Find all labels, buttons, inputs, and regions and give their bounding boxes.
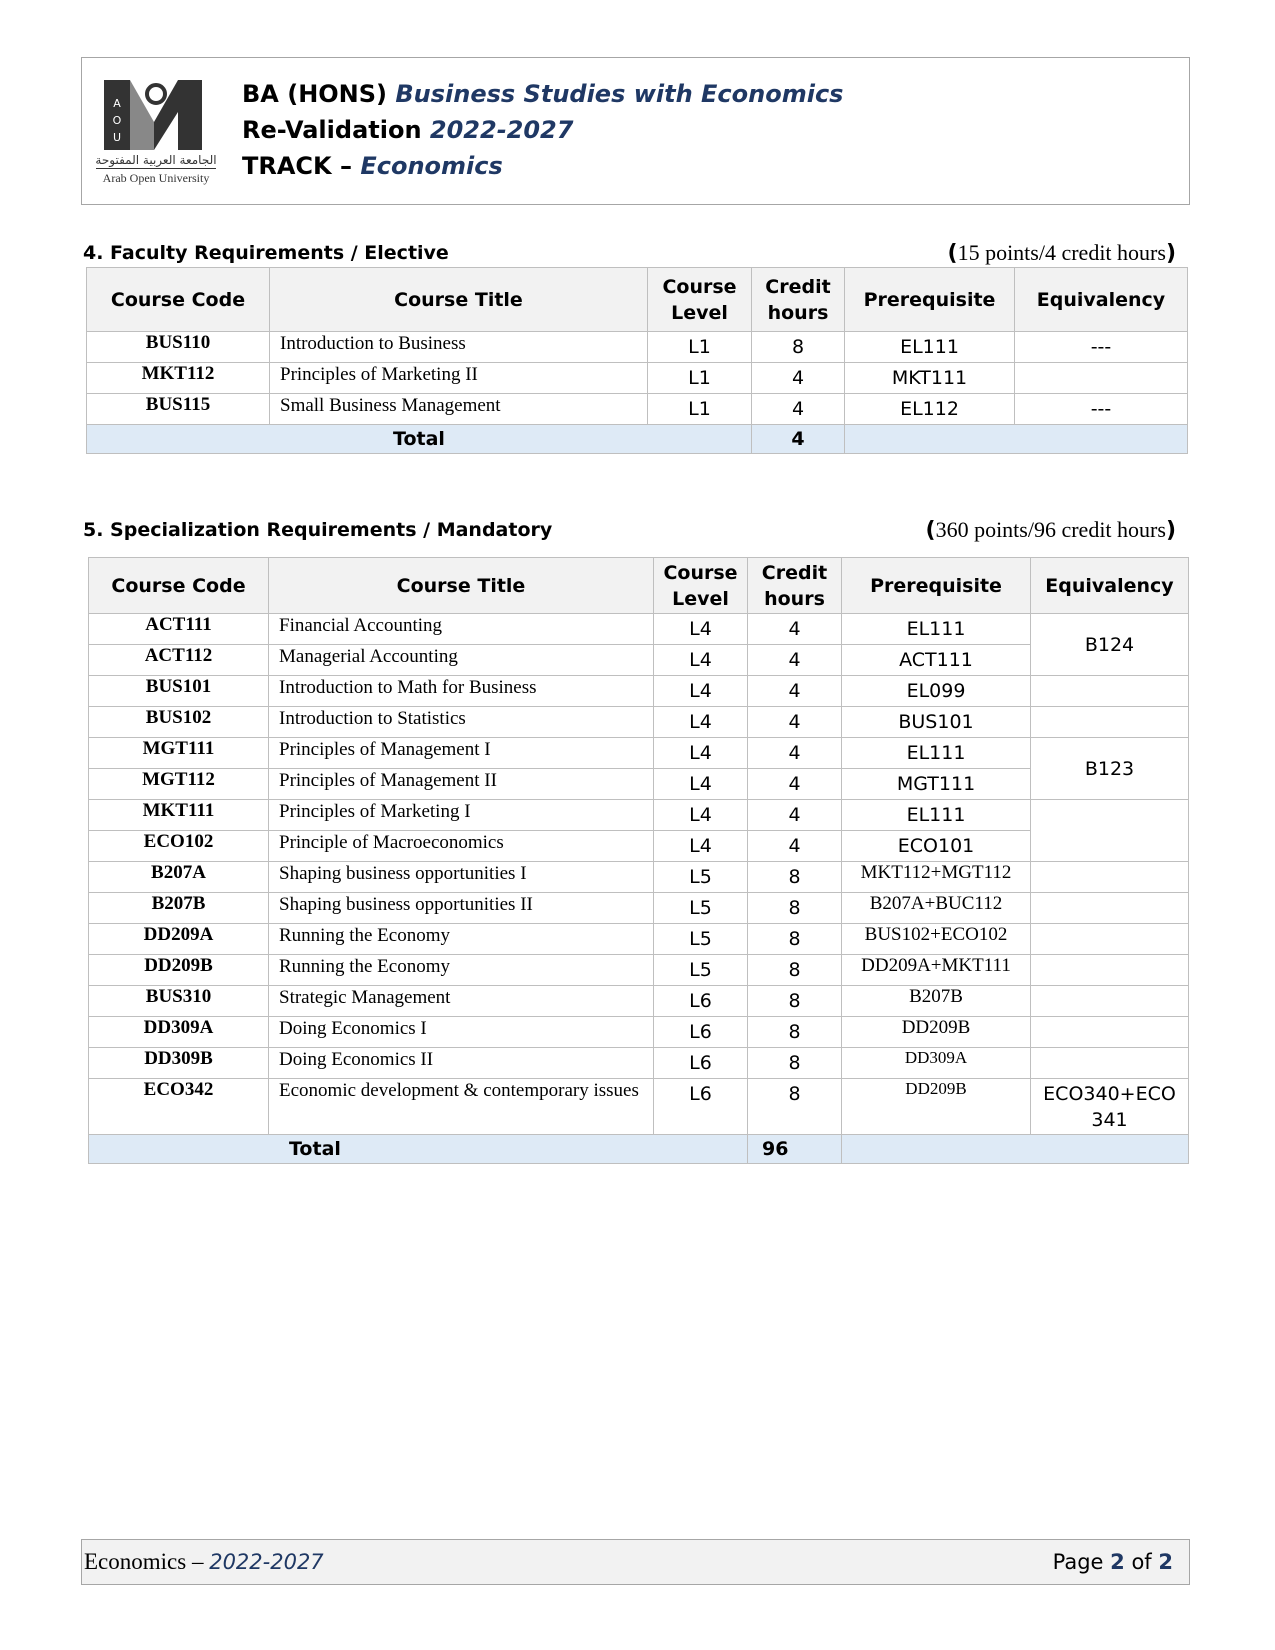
- table-cell: 8: [748, 1017, 842, 1048]
- table-row: [89, 831, 1189, 862]
- svg-text:U: U: [112, 131, 122, 144]
- section4-table: [86, 267, 1188, 454]
- column-header: Course Code: [89, 558, 269, 614]
- table-row: [89, 769, 1189, 800]
- table-cell: [1031, 986, 1189, 1017]
- table-row: [89, 1017, 1189, 1048]
- table-cell: [1031, 924, 1189, 955]
- table-cell: L4: [654, 645, 748, 676]
- column-header: Equivalency: [1031, 558, 1189, 614]
- table-cell: [1031, 1048, 1189, 1079]
- table-cell: Financial Accounting: [269, 614, 654, 645]
- table-cell: 8: [748, 1079, 842, 1135]
- table-cell: ---: [1015, 394, 1188, 425]
- section5-table: [88, 557, 1189, 1164]
- table-cell: BUS101: [89, 676, 269, 707]
- page-number: Page 2 of 2: [1052, 1550, 1173, 1574]
- table-cell: BUS101: [842, 707, 1031, 738]
- table-cell: L4: [654, 800, 748, 831]
- table-cell: BUS310: [89, 986, 269, 1017]
- table-cell: ECO102: [89, 831, 269, 862]
- table-cell: L6: [654, 986, 748, 1017]
- table-cell: L4: [654, 614, 748, 645]
- table-cell: DD309A: [842, 1048, 1031, 1079]
- table-cell: BUS102+ECO102: [842, 924, 1031, 955]
- table-cell: L1: [648, 394, 752, 425]
- total-row: [89, 1135, 1189, 1164]
- table-cell: 8: [748, 862, 842, 893]
- table-cell: [1031, 862, 1189, 893]
- table-cell: 4: [752, 425, 845, 454]
- table-cell: Managerial Accounting: [269, 645, 654, 676]
- table-cell: [1031, 955, 1189, 986]
- table-cell: Principles of Marketing II: [270, 363, 648, 394]
- table-cell: DD209B: [842, 1017, 1031, 1048]
- table-row: [89, 800, 1189, 831]
- table-cell: ---: [1015, 332, 1188, 363]
- table-cell: L5: [654, 955, 748, 986]
- table-cell: ACT112: [89, 645, 269, 676]
- table-cell: 8: [748, 955, 842, 986]
- table-row: [89, 738, 1189, 769]
- table-cell: MKT112+MGT112: [842, 862, 1031, 893]
- column-header: Course Level: [654, 558, 748, 614]
- table-cell: Small Business Management: [270, 394, 648, 425]
- table-cell: 8: [748, 924, 842, 955]
- column-header: Prerequisite: [842, 558, 1031, 614]
- table-cell: EL111: [842, 614, 1031, 645]
- svg-text:A: A: [113, 97, 121, 110]
- table-row: [89, 1079, 1189, 1135]
- table-row: [89, 862, 1189, 893]
- table-cell: [1031, 1017, 1189, 1048]
- equivalency-b124: B124: [1031, 614, 1189, 676]
- table-cell: 4: [748, 769, 842, 800]
- table-cell: L5: [654, 924, 748, 955]
- table-row: [89, 924, 1189, 955]
- table-cell: 8: [748, 1048, 842, 1079]
- table-header-row: [87, 268, 1188, 332]
- table-cell: Principle of Macroeconomics: [269, 831, 654, 862]
- section4-title: 4. Faculty Requirements / Elective: [83, 242, 449, 264]
- section5-note: (360 points/96 credit hours): [925, 517, 1176, 543]
- table-cell: L6: [654, 1017, 748, 1048]
- table-cell: BUS115: [87, 394, 270, 425]
- table-cell: Running the Economy: [269, 955, 654, 986]
- table-cell: Principles of Management II: [269, 769, 654, 800]
- table-row: [87, 363, 1188, 394]
- table-cell: [1031, 800, 1189, 862]
- table-cell: L4: [654, 769, 748, 800]
- column-header: Credit hours: [748, 558, 842, 614]
- table-cell: MKT112: [87, 363, 270, 394]
- column-header: Course Title: [269, 558, 654, 614]
- table-cell: L5: [654, 893, 748, 924]
- table-cell: 4: [748, 831, 842, 862]
- university-logo: [90, 72, 218, 196]
- table-cell: [1031, 707, 1189, 738]
- table-cell: Principles of Marketing I: [269, 800, 654, 831]
- table-cell: L6: [654, 1048, 748, 1079]
- table-cell: [1031, 676, 1189, 707]
- table-cell: [1015, 363, 1188, 394]
- table-cell: 4: [748, 707, 842, 738]
- table-cell: Doing Economics II: [269, 1048, 654, 1079]
- table-row: [89, 614, 1189, 645]
- table-cell: ACT111: [842, 645, 1031, 676]
- column-header: Course Level: [648, 268, 752, 332]
- table-cell: DD209B: [89, 955, 269, 986]
- table-cell: L6: [654, 1079, 748, 1135]
- table-cell: Shaping business opportunities II: [269, 893, 654, 924]
- table-cell: ACT111: [89, 614, 269, 645]
- column-header: Course Code: [87, 268, 270, 332]
- total-row: [87, 425, 1188, 454]
- table-cell: EL111: [842, 800, 1031, 831]
- table-cell: MKT111: [845, 363, 1015, 394]
- table-row: [89, 955, 1189, 986]
- table-cell: L4: [654, 738, 748, 769]
- table-cell: MKT111: [89, 800, 269, 831]
- svg-text:O: O: [112, 114, 122, 127]
- table-cell: 8: [748, 893, 842, 924]
- table-cell: DD209A+MKT111: [842, 955, 1031, 986]
- column-header: Credit hours: [752, 268, 845, 332]
- table-cell: 4: [748, 676, 842, 707]
- table-cell: Running the Economy: [269, 924, 654, 955]
- table-cell: Total: [89, 1135, 748, 1164]
- table-cell: 4: [752, 363, 845, 394]
- equivalency-eco342: ECO340+ECO 341: [1031, 1079, 1189, 1135]
- table-cell: 4: [748, 738, 842, 769]
- table-cell: [842, 1135, 1189, 1164]
- table-cell: L1: [648, 363, 752, 394]
- logo-caption: Arab Open University: [102, 171, 210, 185]
- svg-text:الجامعة العربية المفتوحة: الجامعة العربية المفتوحة: [95, 153, 217, 167]
- table-cell: L1: [648, 332, 752, 363]
- table-cell: L4: [654, 676, 748, 707]
- table-cell: DD209B: [842, 1079, 1031, 1135]
- table-cell: MGT111: [842, 769, 1031, 800]
- table-cell: Introduction to Math for Business: [269, 676, 654, 707]
- table-cell: 4: [748, 800, 842, 831]
- column-header: Equivalency: [1015, 268, 1188, 332]
- table-cell: 4: [752, 394, 845, 425]
- page-footer: [81, 1539, 1190, 1585]
- table-row: [89, 986, 1189, 1017]
- table-row: [89, 645, 1189, 676]
- document-header: [81, 57, 1190, 205]
- table-row: [89, 893, 1189, 924]
- table-row: [87, 394, 1188, 425]
- table-cell: Total: [87, 425, 752, 454]
- table-cell: DD209A: [89, 924, 269, 955]
- table-cell: L4: [654, 707, 748, 738]
- table-cell: B207B: [842, 986, 1031, 1017]
- table-cell: [1031, 893, 1189, 924]
- table-cell: 4: [748, 645, 842, 676]
- table-row: [89, 1048, 1189, 1079]
- table-cell: Doing Economics I: [269, 1017, 654, 1048]
- table-cell: B207A: [89, 862, 269, 893]
- table-cell: L5: [654, 862, 748, 893]
- table-cell: 8: [748, 986, 842, 1017]
- table-cell: DD309B: [89, 1048, 269, 1079]
- table-row: [89, 707, 1189, 738]
- table-cell: EL099: [842, 676, 1031, 707]
- table-cell: B207A+BUC112: [842, 893, 1031, 924]
- table-row: [89, 676, 1189, 707]
- table-cell: Shaping business opportunities I: [269, 862, 654, 893]
- column-header: Prerequisite: [845, 268, 1015, 332]
- table-cell: Principles of Management I: [269, 738, 654, 769]
- table-cell: EL111: [845, 332, 1015, 363]
- table-cell: Introduction to Business: [270, 332, 648, 363]
- table-cell: EL111: [842, 738, 1031, 769]
- table-cell: MGT112: [89, 769, 269, 800]
- column-header: Course Title: [270, 268, 648, 332]
- equivalency-b123: B123: [1031, 738, 1189, 800]
- table-cell: MGT111: [89, 738, 269, 769]
- section4-note: (15 points/4 credit hours): [947, 240, 1176, 266]
- table-cell: 8: [752, 332, 845, 363]
- table-cell: 96: [748, 1135, 842, 1164]
- footer-track: Economics – 2022-2027: [84, 1549, 324, 1574]
- table-cell: BUS102: [89, 707, 269, 738]
- table-cell: Introduction to Statistics: [269, 707, 654, 738]
- table-cell: BUS110: [87, 332, 270, 363]
- table-cell: [845, 425, 1188, 454]
- table-cell: Economic development & contemporary issues: [269, 1079, 654, 1135]
- document-title: BA (HONS) Business Studies with Economics Re-Validation 2022-2027 TRACK – Economics: [242, 80, 844, 180]
- table-cell: ECO101: [842, 831, 1031, 862]
- table-cell: Strategic Management: [269, 986, 654, 1017]
- table-cell: DD309A: [89, 1017, 269, 1048]
- section5-title: 5. Specialization Requirements / Mandatory: [83, 519, 553, 541]
- table-cell: L4: [654, 831, 748, 862]
- table-cell: EL112: [845, 394, 1015, 425]
- table-cell: ECO342: [89, 1079, 269, 1135]
- table-header-row: [89, 558, 1189, 614]
- table-cell: B207B: [89, 893, 269, 924]
- table-cell: 4: [748, 614, 842, 645]
- table-row: [87, 332, 1188, 363]
